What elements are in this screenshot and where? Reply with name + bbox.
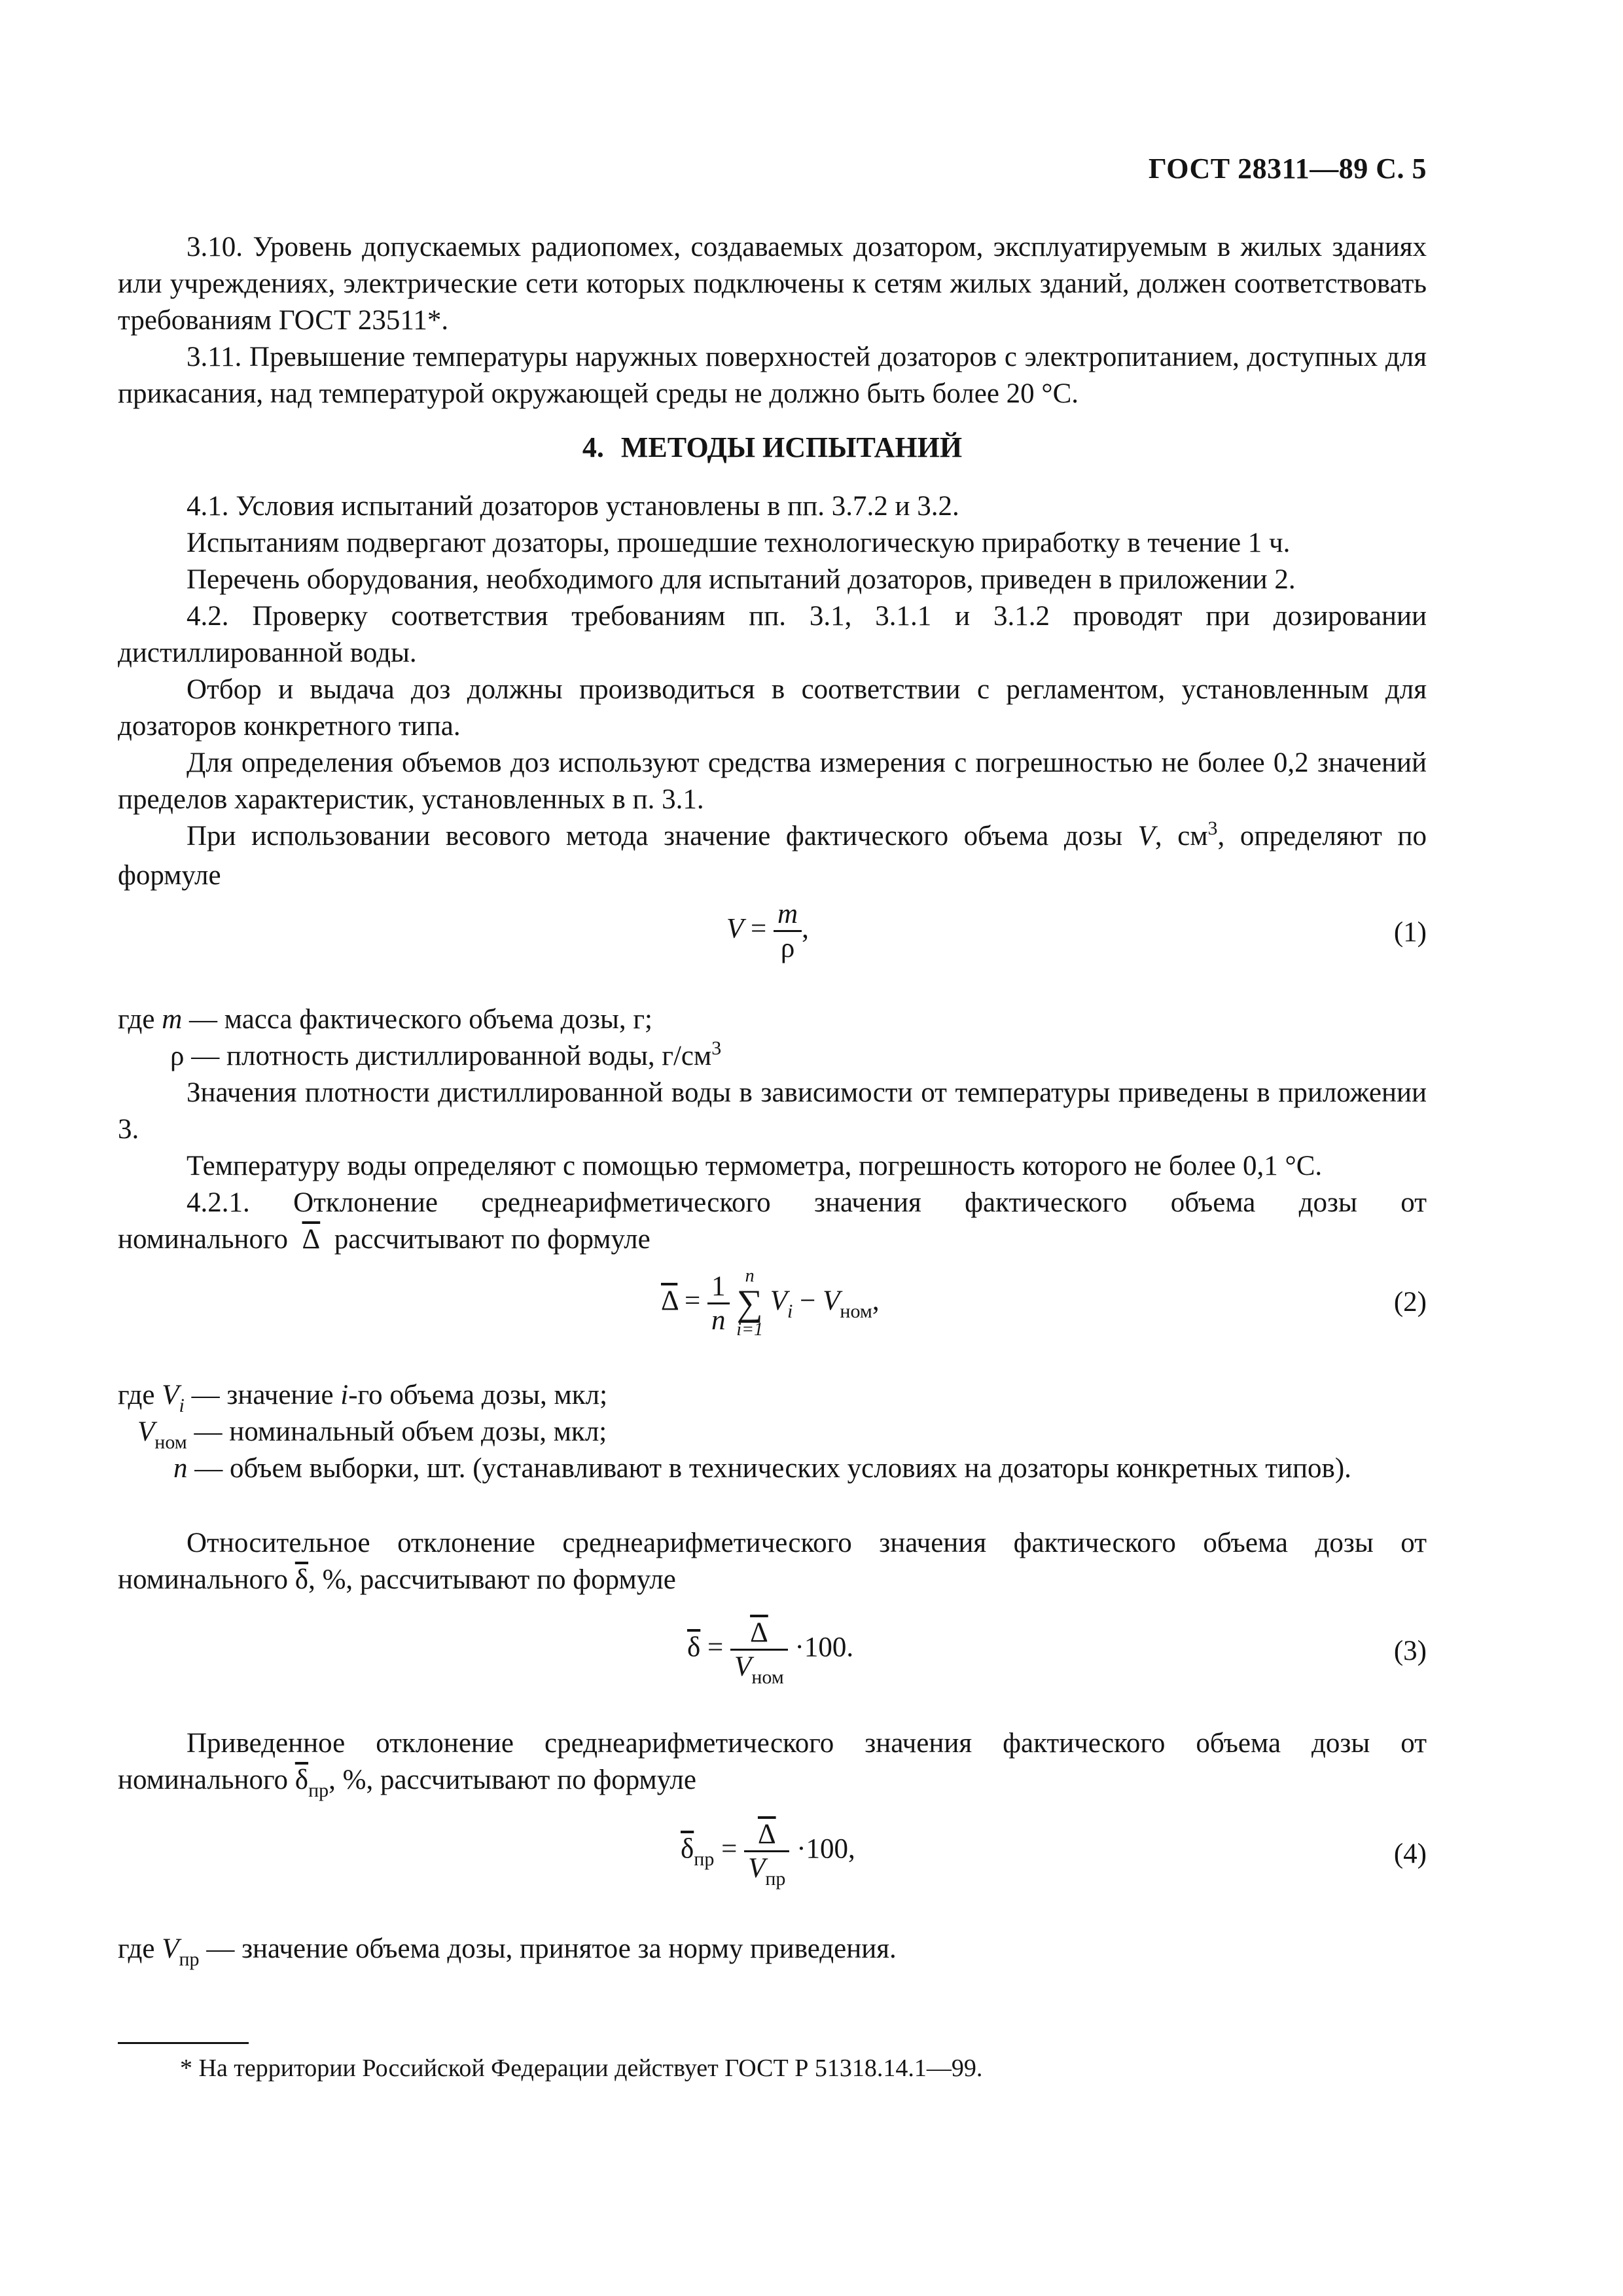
subscript: пр	[308, 1780, 329, 1801]
subscript: пр	[179, 1948, 200, 1970]
fraction	[707, 1270, 730, 1336]
subscript: i	[787, 1300, 793, 1322]
text-segment: — масса фактического объема дозы, г;	[189, 1004, 652, 1035]
symbol-v: V	[726, 913, 744, 944]
fraction	[744, 1818, 789, 1890]
formula-number-1: (1)	[1393, 917, 1427, 948]
text-segment: , %, рассчитывают по формуле	[308, 1564, 676, 1595]
paragraph-4-1-equipment: Перечень оборудования, необходимого для испытаний дозаторов, приведен в приложении 2.	[187, 564, 1296, 595]
fraction	[774, 898, 802, 964]
symbol-dot: ·	[796, 1833, 806, 1865]
symbol-delta-bar: $\overline{\Delta}$	[302, 1224, 321, 1255]
symbol-v: V	[748, 1853, 766, 1884]
formula-1	[726, 898, 809, 964]
formula-4	[681, 1818, 855, 1890]
text-segment: — значение	[191, 1380, 334, 1410]
paragraph-reduced-deviation	[118, 1725, 1427, 1801]
symbol-minus: −	[800, 1285, 816, 1316]
denominator: ρ	[774, 930, 802, 964]
where-vnom	[118, 1414, 1446, 1453]
where-label: где	[118, 1933, 155, 1964]
text-segment: рассчитывают по формуле	[334, 1224, 651, 1255]
text-segment: , определяют по формуле	[118, 821, 1427, 891]
subscript: ном	[751, 1666, 784, 1688]
paragraph-3-10: 3.10. Уровень допускаемых радиопомех, создаваемых дозатором, эксплуатируемым в жилых зданиях или учреждениях, электрические сети которых подключены к сетям жилых зданий, должен соответствовать требованиям ГОСТ 23511*.	[118, 232, 1427, 336]
where-rho	[118, 1038, 1479, 1077]
symbol-v: V	[1137, 821, 1155, 852]
symbol-eq: =	[685, 1285, 701, 1316]
numerator: $\overline{\Delta}$	[757, 1819, 776, 1850]
subscript: пр	[694, 1848, 715, 1871]
section-title: МЕТОДЫ ИСПЫТАНИЙ	[620, 431, 963, 463]
formula-number-2: (2)	[1393, 1287, 1427, 1318]
paragraph-4-2: 4.2. Проверку соответствия требованиям пп. 3.1, 3.1.1 и 3.1.2 проводят при дозировании дистиллированной воды.	[118, 601, 1427, 668]
symbol-v: V	[162, 1380, 179, 1410]
text-segment: , см	[1154, 821, 1208, 852]
fraction	[730, 1617, 788, 1688]
sum-upper: n	[745, 1266, 755, 1286]
denominator	[730, 1649, 788, 1688]
constant-100: 100,	[806, 1833, 855, 1865]
superscript: 3	[711, 1037, 722, 1059]
denominator: n	[707, 1302, 730, 1336]
page-header: ГОСТ 28311—89 С. 5	[1148, 152, 1427, 185]
constant-100: 100.	[804, 1632, 854, 1663]
paragraph-4-2-1	[118, 1185, 1427, 1258]
symbol-i: i	[340, 1380, 349, 1410]
where-m	[118, 1001, 1427, 1038]
text-segment: 4.2.1. Отклонение среднеарифметического значения фактического объема дозы от номинального	[118, 1187, 1427, 1255]
sum-sign: ∑	[736, 1283, 763, 1323]
numerator: m	[777, 899, 798, 929]
symbol-n: n	[173, 1453, 188, 1484]
subscript: пр	[765, 1868, 786, 1890]
symbol-v: V	[162, 1933, 179, 1964]
where-label: где	[118, 1004, 155, 1035]
paragraph-relative-deviation	[118, 1525, 1427, 1598]
symbol-v: V	[823, 1285, 840, 1316]
symbol-v: V	[734, 1651, 752, 1682]
footnote-separator	[118, 2042, 249, 2044]
formula-number-4: (4)	[1393, 1839, 1427, 1869]
text-segment: -го объема дозы, мкл;	[348, 1380, 608, 1410]
symbol-eq: =	[707, 1632, 724, 1663]
paragraph-4-1-tests: Испытаниям подвергают дозаторы, прошедшие технологическую приработку в течение 1 ч.	[187, 528, 1291, 558]
subscript: ном	[154, 1431, 187, 1453]
sum-lower: i=1	[736, 1319, 763, 1340]
section-number: 4.	[582, 431, 604, 463]
text-segment: — объем выборки, шт. (устанавливают в технических условиях на дозаторы конкретных типов).	[194, 1453, 1351, 1484]
symbol-delta-small-bar: $\overline{\delta}$	[294, 1564, 309, 1595]
text-segment: , %, рассчитывают по формуле	[329, 1765, 696, 1795]
paragraph-4-1: 4.1. Условия испытаний дозаторов установлены в пп. 3.7.2 и 3.2.	[187, 491, 959, 522]
symbol-delta-small-bar: $\overline{\delta}$	[687, 1632, 701, 1663]
where-vi	[118, 1377, 1427, 1416]
sum-operator	[736, 1266, 763, 1340]
symbol-v: V	[137, 1416, 155, 1447]
subscript: ном	[840, 1300, 872, 1322]
paragraph-4-2-instruments: Для определения объемов доз используют средства измерения с погрешностью не более 0,2 значений пределов характеристик, установленных в п. 3.1.	[118, 747, 1427, 815]
section-heading	[118, 431, 1427, 464]
formula-number-3: (3)	[1393, 1636, 1427, 1666]
symbol-rho: ρ	[170, 1041, 185, 1071]
symbol-delta-bar: $\overline{\Delta}$	[661, 1285, 678, 1316]
text-segment: Относительное отклонение среднеарифметического значения фактического объема дозы от номинального	[118, 1528, 1427, 1595]
paragraph-4-2-dosing: Отбор и выдача доз должны производиться в соответствии с регламентом, установленным для дозаторов конкретного типа.	[118, 674, 1427, 742]
subscript: i	[179, 1395, 185, 1416]
text-segment: При использовании весового метода значение фактического объема дозы	[187, 821, 1138, 852]
symbol-delta-small-bar: $\overline{\delta}$	[294, 1765, 309, 1795]
where-vpr	[118, 1931, 1427, 1970]
text-segment: — номинальный объем дозы, мкл;	[194, 1416, 607, 1447]
symbol-v: V	[770, 1285, 788, 1316]
formula-3	[687, 1617, 854, 1688]
paragraph-4-2-weight-method	[118, 818, 1427, 894]
paragraph-density: Значения плотности дистиллированной воды в зависимости от температуры приведены в приложении 3.	[118, 1077, 1427, 1145]
denominator	[744, 1850, 789, 1890]
numerator: $\overline{\Delta}$	[750, 1617, 768, 1648]
symbol-dot: ·	[794, 1632, 804, 1663]
text-segment: Приведенное отклонение среднеарифметического значения фактического объема дозы от номинального	[118, 1728, 1427, 1795]
symbol-m: m	[162, 1004, 183, 1035]
text-segment: — значение объема дозы, принятое за норму приведения.	[206, 1933, 897, 1964]
footnote: * На территории Российской Федерации действует ГОСТ Р 51318.14.1—99.	[180, 2054, 983, 2082]
symbol-comma: ,	[802, 913, 809, 944]
numerator: 1	[711, 1270, 726, 1302]
where-label: где	[118, 1380, 155, 1410]
text-segment: — плотность дистиллированной воды, г/см	[191, 1041, 712, 1071]
superscript: 3	[1207, 817, 1218, 839]
paragraph-3-11: 3.11. Превышение температуры наружных поверхностей дозаторов с электропитанием, доступных для прикасания, над температурой окружающей среды не должно быть более 20 °С.	[118, 342, 1427, 409]
where-n	[173, 1450, 1427, 1487]
symbol-eq: =	[721, 1833, 738, 1865]
symbol-eq: =	[751, 913, 767, 944]
paragraph-temperature: Температуру воды определяют с помощью термометра, погрешность которого не более 0,1 °С.	[187, 1151, 1323, 1181]
symbol-comma: ,	[872, 1285, 880, 1316]
symbol-delta-small-bar: $\overline{\delta}$	[681, 1833, 694, 1865]
formula-2	[661, 1266, 880, 1340]
